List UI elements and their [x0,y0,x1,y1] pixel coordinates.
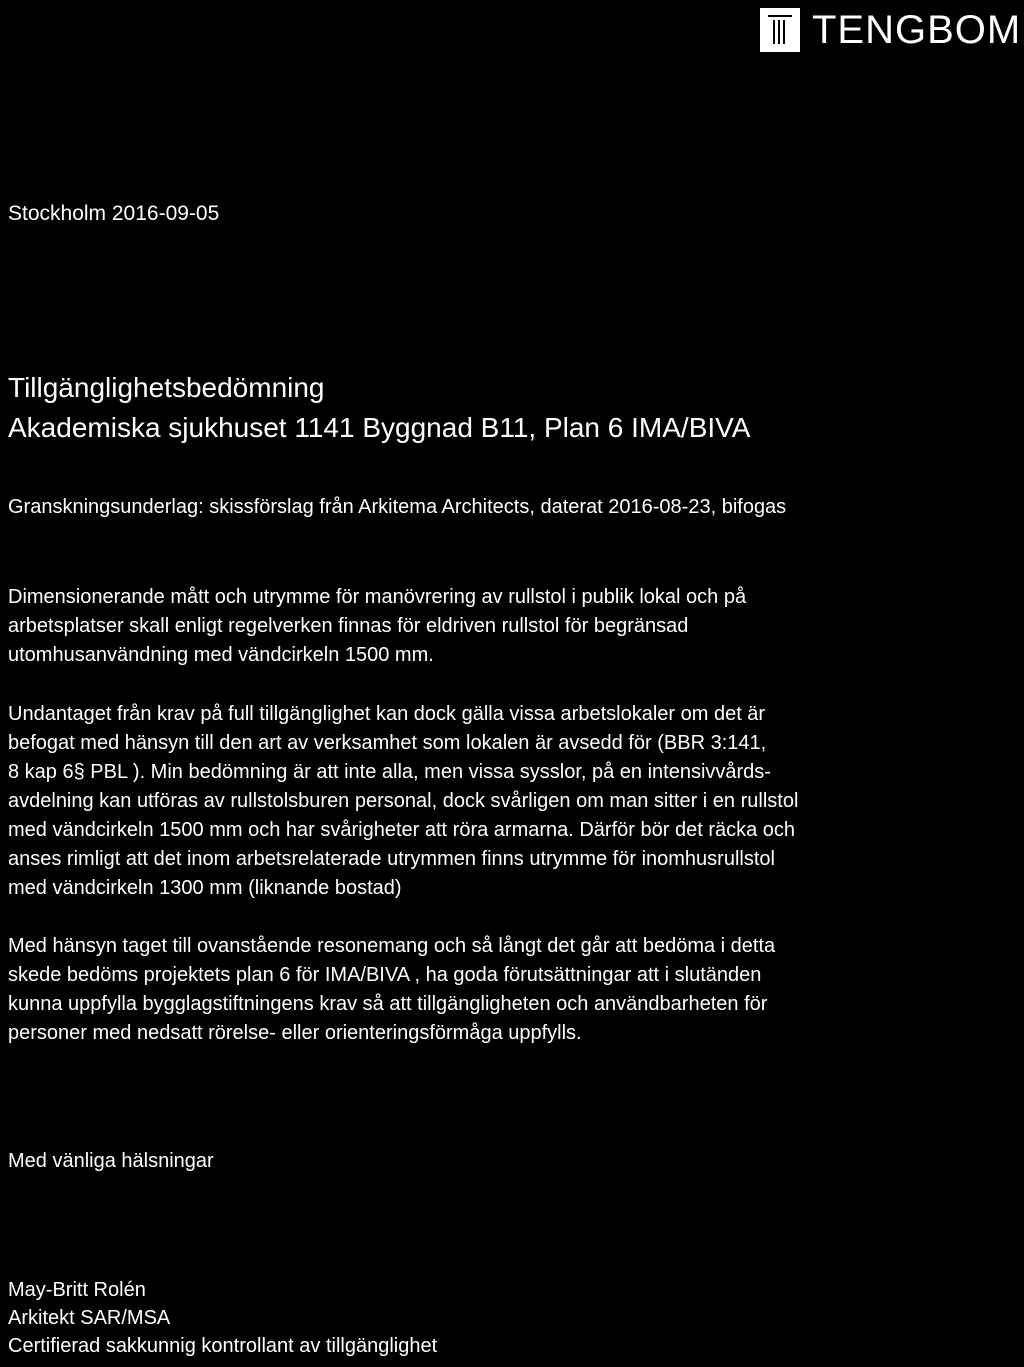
signer-certification: Certifierad sakkunnig kontrollant av tillgänglighet [8,1335,438,1357]
signer-role: Arkitekt SAR/MSA [8,1307,171,1329]
company-logo [760,8,1021,52]
paragraph-conclusion [8,932,1013,1048]
paragraph-line: Dimensionerande mått och utrymme för manövrering av rullstol i publik lokal och på [8,586,747,608]
paragraph-line: arbetsplatser skall enligt regelverken finnas för eldriven rullstol för begränsad [8,615,689,637]
paragraph-line: anses rimligt att det inom arbetsrelaterade utrymmen finns utrymme för inomhusrullstol [8,848,775,870]
signature-block [8,1276,437,1360]
paragraph-exception [8,700,1013,903]
paragraph-line: utomhusanvändning med vändcirkeln 1500 mm. [8,644,434,666]
title-line-2: Akademiska sjukhuset 1141 Byggnad B11, Plan 6 IMA/BIVA [8,412,751,443]
tengbom-logo-icon [760,8,800,52]
paragraph-line: kunna uppfylla bygglagstiftningens krav så att tillgängligheten och användbarheten för [8,993,768,1015]
paragraph-line: med vändcirkeln 1500 mm och har svårigheter att röra armarna. Därför bör det räcka och [8,819,796,841]
paragraph-line: skede bedöms projektets plan 6 för IMA/BIVA , ha goda förutsättningar att i slutänden [8,964,762,986]
paragraph-line: Undantaget från krav på full tillgänglighet kan dock gälla vissa arbetslokaler om det är [8,703,766,725]
paragraph-line: Med hänsyn taget till ovanstående resonemang och så långt det går att bedöma i detta [8,935,776,957]
signer-name: May-Britt Rolén [8,1279,146,1301]
title-line-1: Tillgänglighetsbedömning [8,372,325,403]
review-basis: Granskningsunderlag: skissförslag från Arkitema Architects, daterat 2016-08-23, bifogas [8,496,787,518]
paragraph-line: med vändcirkeln 1300 mm (liknande bostad) [8,877,402,899]
paragraph-dimensions [8,583,1013,670]
document-title [8,368,750,448]
letter-date: Stockholm 2016-09-05 [8,202,220,225]
closing-greeting: Med vänliga hälsningar [8,1150,214,1172]
logo-wordmark: TENGBOM [812,8,1022,52]
paragraph-line: personer med nedsatt rörelse- eller orienteringsförmåga uppfylls. [8,1022,582,1044]
paragraph-line: avdelning kan utföras av rullstolsburen personal, dock svårligen om man sitter i en rullstol [8,790,799,812]
paragraph-line: befogat med hänsyn till den art av verksamhet som lokalen är avsedd för (BBR 3:141, [8,732,767,754]
paragraph-line: 8 kap 6§ PBL ). Min bedömning är att inte alla, men vissa sysslor, på en intensivvårds- [8,761,771,783]
